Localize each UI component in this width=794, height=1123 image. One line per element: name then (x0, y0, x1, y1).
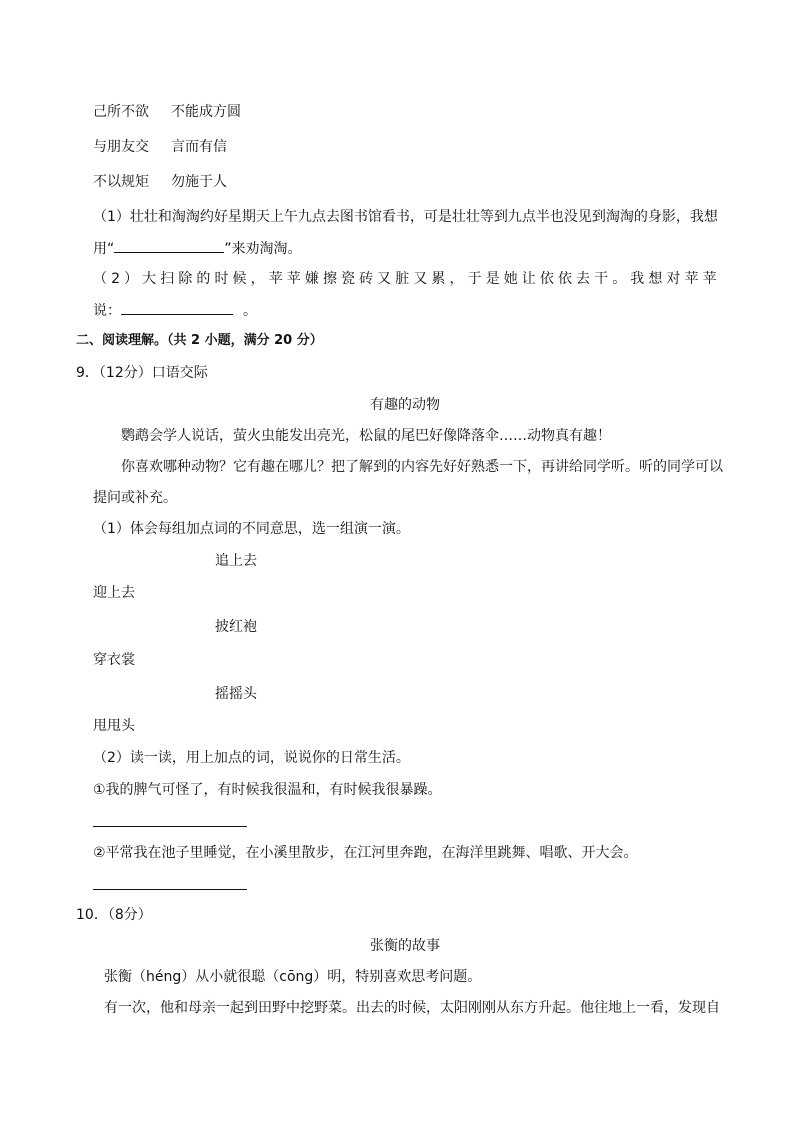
q8-item2-char: 脏 (395, 271, 410, 287)
q9-paragraph-2-line2: 提问或补充。 (93, 490, 177, 506)
q8-item2-char: 又 (413, 271, 428, 287)
q8-item2-char: 大 (142, 271, 157, 287)
q8-item2-line2 (93, 300, 257, 321)
word-group-a: 追上去 (215, 553, 257, 569)
q8-item2-char: 依 (539, 271, 554, 287)
q8-item2-char: 的 (196, 271, 211, 287)
q8-item2-char: 苹 (286, 271, 301, 287)
q8-item2-char: 苹 (702, 271, 717, 287)
word-group-b: 甩甩头 (93, 718, 135, 734)
q8-item2-char: 砖 (359, 271, 374, 287)
q8-item2-char: 苹 (268, 271, 283, 287)
q8-item2-char: 累 (431, 271, 446, 287)
q9-sentence-1: ①我的脾气可怪了，有时候我很温和，有时候我很暴躁。 (93, 782, 442, 798)
q8-item1-post: ”来劝淘淘。 (224, 241, 302, 257)
proverb-right: 言而有信 (171, 139, 227, 155)
q9-sub1: （1）体会每组加点词的不同意思，选一组演一演。 (93, 521, 410, 537)
word-group-b: 穿衣裳 (93, 652, 135, 668)
q8-item2-char: ， (250, 271, 265, 287)
q10-number: 10．（8分） (76, 907, 152, 923)
q8-item2-char: 苹 (684, 271, 699, 287)
q10-paragraph-2: 有一次，他和母亲一起到田野中挖野菜。出去的时候，太阳刚刚从东方升起。他往地上一看，发现自 (104, 1000, 720, 1016)
q9-sub2: （2）读一读，用上加点的词，说说你的日常生活。 (93, 750, 410, 766)
q8-item2-char: 。 (612, 271, 627, 287)
q8-item2-char: 时 (214, 271, 229, 287)
q8-item2-char: 嫌 (304, 271, 319, 287)
q8-item1-line1: （1）壮壮和淘淘约好星期天上午九点去图书馆看书，可是壮壮等到九点半也没见到淘淘的身影，我想 (93, 209, 718, 225)
q8-item2-char: 除 (178, 271, 193, 287)
q8-item2-char: ， (449, 271, 464, 287)
q9-sentence-2: ②平常我在池子里睡觉，在小溪里散步，在江河里奔跑，在海洋里跳舞、唱歌、开大会。 (93, 845, 638, 861)
section-heading: 二、阅读理解。（共 2 小题，满分 20 分） (76, 333, 323, 348)
proverb-pair (93, 137, 227, 157)
q9-number: 9．（12分）口语交际 (76, 365, 208, 381)
q8-item2-char: 2 (111, 271, 120, 287)
answer-line[interactable] (93, 826, 247, 827)
proverb-pair (93, 102, 241, 122)
q8-item2-char: 候 (232, 271, 247, 287)
word-group-b: 迎上去 (93, 585, 135, 601)
answer-blank[interactable] (114, 238, 224, 253)
q8-item2-line1 (93, 269, 717, 289)
q8-item2-char: （ (93, 271, 107, 287)
q8-item2-char: 擦 (322, 271, 337, 287)
q10-paragraph-1: 张衡（héng）从小就很聪（cōng）明，特别喜欢思考问题。 (104, 969, 482, 985)
word-group-a: 摇摇头 (215, 686, 257, 702)
proverb-left: 己所不欲 (93, 104, 149, 120)
q9-paragraph-1: 鹦鹉会学人说话，萤火虫能发出亮光，松鼠的尾巴好像降落伞……动物真有趣！ (121, 428, 611, 444)
answer-line[interactable] (93, 889, 247, 890)
answer-blank[interactable] (121, 300, 233, 315)
q8-item2-pre: 说： (93, 303, 121, 319)
q8-item2-char: 依 (557, 271, 572, 287)
proverb-right: 不能成方圆 (171, 104, 241, 120)
q8-item2-char: ） (124, 271, 139, 287)
q8-item2-char: 对 (666, 271, 681, 287)
q8-item2-char: 于 (467, 271, 482, 287)
q8-item2-char: 又 (377, 271, 392, 287)
proverb-pair (93, 172, 227, 192)
proverb-left: 不以规矩 (93, 174, 149, 190)
q8-item2-post: 。 (243, 303, 257, 319)
q9-title: 有趣的动物 (370, 397, 440, 413)
q8-item2-char: 瓷 (341, 271, 356, 287)
q8-item1-pre: 用“ (93, 241, 115, 257)
q8-item2-char: 干 (594, 271, 609, 287)
proverb-left: 与朋友交 (93, 139, 149, 155)
word-group-a: 披红袍 (215, 619, 257, 635)
q9-paragraph-2-line1: 你喜欢哪种动物？它有趣在哪儿？把了解到的内容先好好熟悉一下，再讲给同学听。听的同学可以 (121, 459, 723, 475)
proverb-right: 勿施于人 (171, 174, 227, 190)
q8-item1-line2 (93, 238, 302, 259)
q8-item2-char: 她 (503, 271, 518, 287)
q8-item2-char: 是 (485, 271, 500, 287)
q10-title: 张衡的故事 (370, 938, 440, 954)
q8-item2-char: 扫 (160, 271, 175, 287)
q8-item2-char: 去 (576, 271, 591, 287)
q8-item2-char: 想 (648, 271, 663, 287)
q8-item2-char: 让 (521, 271, 536, 287)
q8-item2-char: 我 (630, 271, 645, 287)
